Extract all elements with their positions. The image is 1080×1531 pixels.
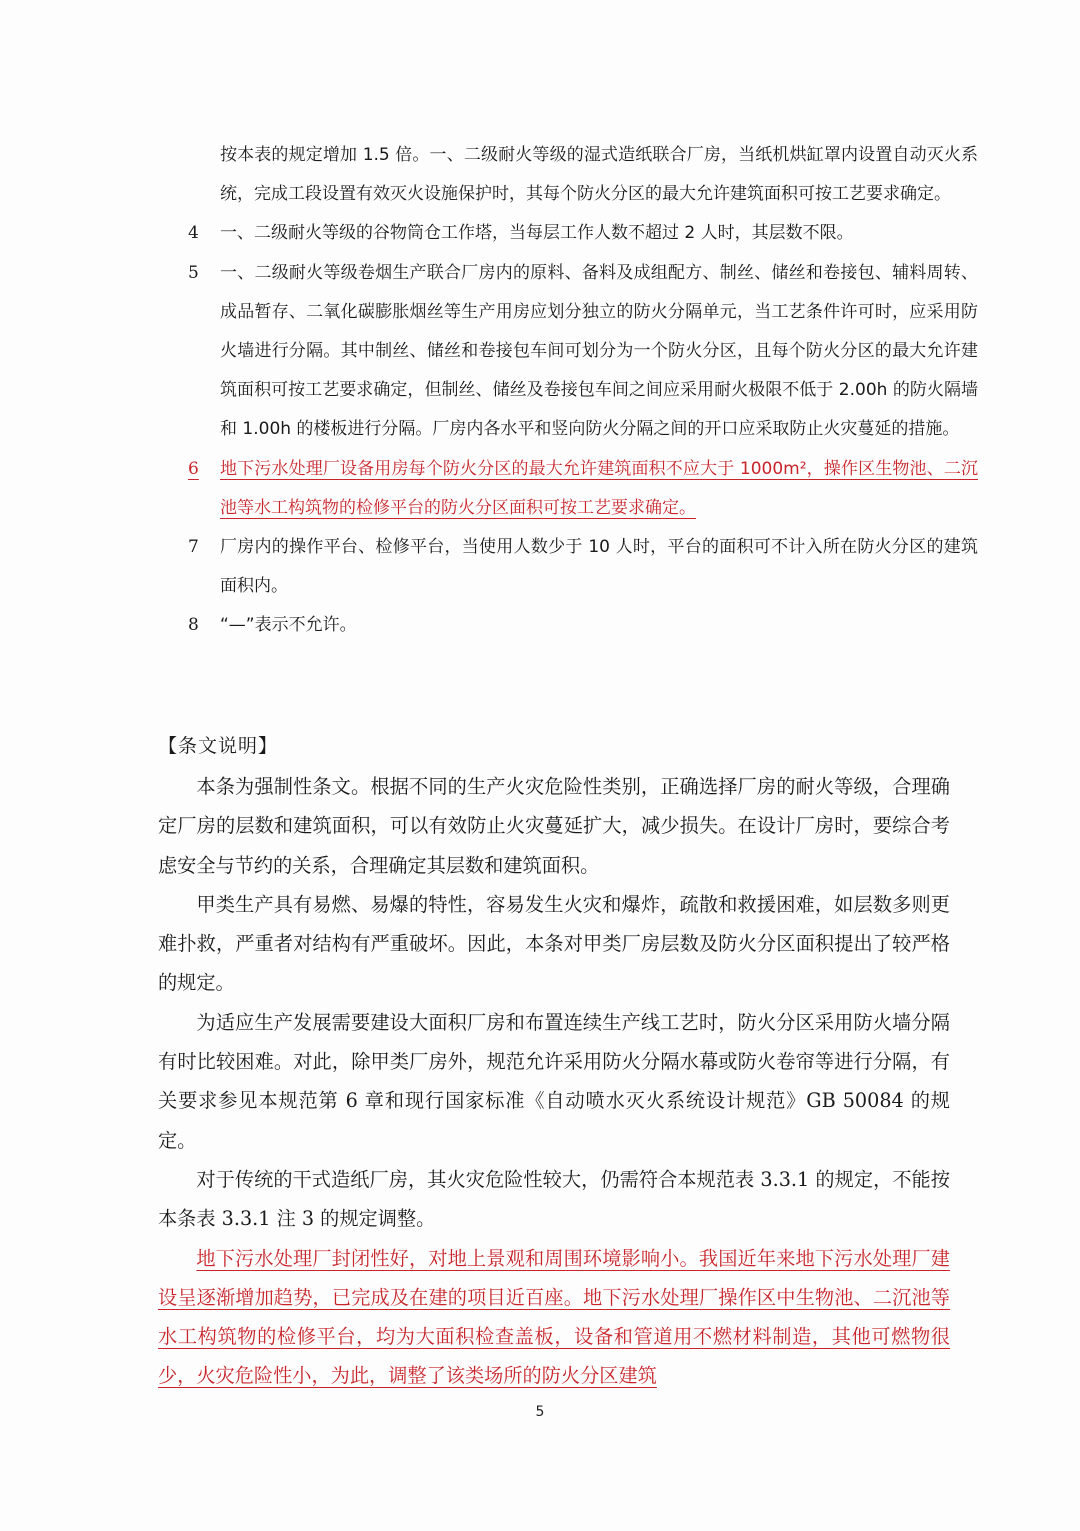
- table-notes: [188, 136, 978, 646]
- note-4: [188, 214, 978, 253]
- note-text: 按本表的规定增加 1.5 倍。一、二级耐火等级的湿式造纸联合厂房，当纸机烘缸罩内设置自动灭火系统，完成工段设置有效灭火设施保护时，其每个防火分区的最大允许建筑面积可按工艺要求确定。: [220, 145, 978, 205]
- note-text: 地下污水处理厂设备用房每个防火分区的最大允许建筑面积不应大于 1000m²，操作区生物池、二沉池等水工构筑物的检修平台的防火分区面积可按工艺要求确定。: [220, 458, 978, 518]
- note-number: 4: [188, 223, 199, 244]
- paragraph: 为适应生产发展需要建设大面积厂房和布置连续生产线工艺时，防火分区采用防火墙分隔有时比较困难。对此，除甲类厂房外，规范允许采用防火分隔水幕或防火卷帘等进行分隔，有关要求参见本规范第 6 章和现行国家标准《自动喷水灭火系统设计规范》GB 50084 的规定。: [158, 1010, 950, 1152]
- paragraph: 甲类生产具有易燃、易爆的特性，容易发生火灾和爆炸，疏散和救援困难，如层数多则更难扑救，严重者对结构有严重破坏。因此，本条对甲类厂房层数及防火分区面积提出了较严格的规定。: [158, 892, 950, 995]
- paragraph-highlighted: 地下污水处理厂封闭性好，对地上景观和周围环境影响小。我国近年来地下污水处理厂建设呈逐渐增加趋势，已完成及在建的项目近百座。地下污水处理厂操作区中生物池、二沉池等水工构筑物的检修平台，均为大面积检查盖板，设备和管道用不燃材料制造，其他可燃物很少，火灾危险性小，为此，调整了该类场所的防火分区建筑: [158, 1246, 950, 1388]
- explanation-body: [158, 767, 950, 1396]
- paragraph: 对于传统的干式造纸厂房，其火灾危险性较大，仍需符合本规范表 3.3.1 的规定，不能按本条表 3.3.1 注 3 的规定调整。: [158, 1167, 950, 1231]
- note-8: [188, 606, 978, 645]
- note-text: 一、二级耐火等级卷烟生产联合厂房内的原料、备料及成组配方、制丝、储丝和卷接包、辅料周转、成品暂存、二氧化碳膨胀烟丝等生产用房应划分独立的防火分隔单元，当工艺条件许可时，应采用防火墙进行分隔。其中制丝、储丝和卷接包车间可划分为一个防火分区，且每个防火分区的最大允许建筑面积可按工艺要求确定，但制丝、储丝及卷接包车间之间应采用耐火极限不低于 2.00h 的防火隔墙和 1.00h 的楼板进行分隔。厂房内各水平和竖向防火分隔之间的开口应采取防止火灾蔓延的措施。: [220, 262, 978, 440]
- note-7: [188, 528, 978, 606]
- note-continuation: [188, 136, 978, 214]
- note-number: 5: [188, 262, 199, 283]
- note-number: 6: [188, 458, 199, 479]
- note-5: [188, 254, 978, 450]
- section-heading: 【条文说明】: [158, 735, 279, 757]
- note-text: “—”表示不允许。: [220, 615, 357, 636]
- note-6-highlighted: [188, 450, 978, 528]
- note-text: 一、二级耐火等级的谷物筒仓工作塔，当每层工作人数不超过 2 人时，其层数不限。: [220, 223, 854, 244]
- note-text: 厂房内的操作平台、检修平台，当使用人数少于 10 人时，平台的面积可不计入所在防火分区的建筑面积内。: [220, 537, 979, 597]
- page-number: 5: [535, 1404, 545, 1420]
- paragraph: 本条为强制性条文。根据不同的生产火灾危险性类别，正确选择厂房的耐火等级，合理确定厂房的层数和建筑面积，可以有效防止火灾蔓延扩大，减少损失。在设计厂房时，要综合考虑安全与节约的关系，合理确定其层数和建筑面积。: [158, 775, 950, 877]
- note-number: 7: [188, 537, 199, 558]
- note-number: 8: [188, 615, 199, 636]
